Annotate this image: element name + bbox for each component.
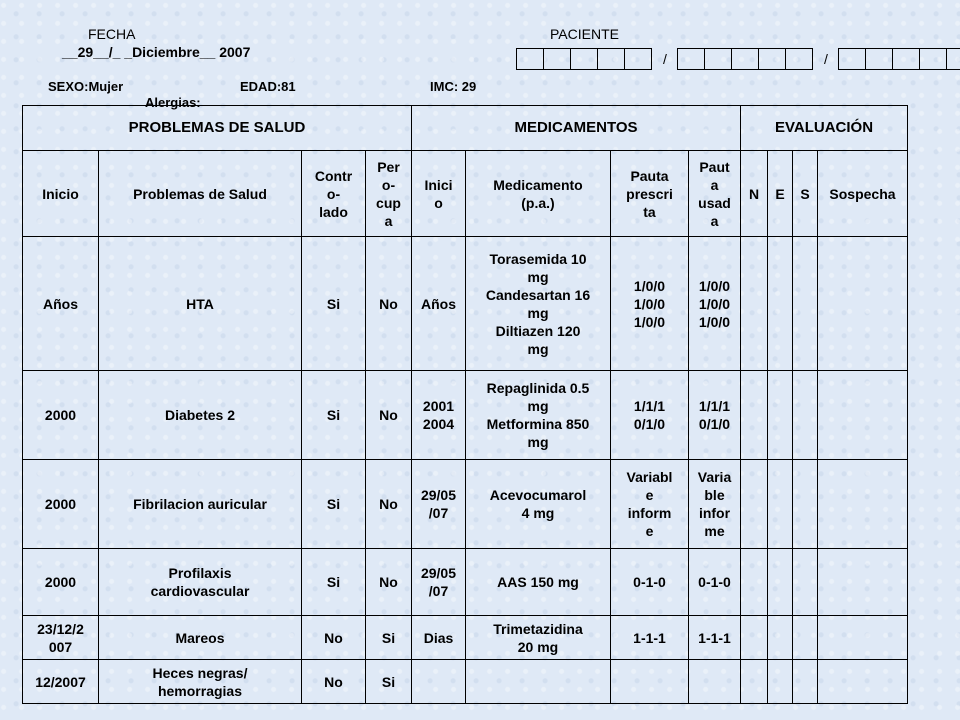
cell-pauta-prescrita: 1-1-1 [611,616,689,660]
cell-inicio: 2000 [23,371,99,460]
cell-problema: Mareos [99,616,302,660]
cell-e[interactable] [768,660,793,704]
fecha-value: __29__/_ _Diciembre__ 2007 [62,44,251,60]
patient-slash: / [663,51,667,67]
cell-preocupa: No [366,371,412,460]
cell-s[interactable] [793,549,818,616]
cell-pauta-prescrita: Variabl e inform e [611,460,689,549]
cell-medicamento[interactable] [466,660,611,704]
cell-controlado: Si [302,371,366,460]
section-evaluacion: EVALUACIÓN [741,106,908,151]
cell-n[interactable] [741,237,768,371]
cell-medicamento: Repaglinida 0.5 mg Metformina 850 mg [466,371,611,460]
cell-controlado: Si [302,460,366,549]
table-row [23,660,908,704]
cell-s[interactable] [793,460,818,549]
col-sospecha: Sospecha [818,151,908,237]
col-medicamento: Medicamento (p.a.) [466,151,611,237]
cell-sospecha[interactable] [818,616,908,660]
cell-preocupa: Si [366,660,412,704]
cell-pauta-prescrita: 1/1/1 0/1/0 [611,371,689,460]
col-pauta-usada: Paut a usad a [689,151,741,237]
cell-controlado: Si [302,549,366,616]
cell-preocupa: No [366,549,412,616]
cell-pauta-prescrita: 0-1-0 [611,549,689,616]
edad-field: EDAD:81 [240,79,296,94]
cell-sospecha[interactable] [818,237,908,371]
cell-s[interactable] [793,371,818,460]
cell-medicamento: Acevocumarol 4 mg [466,460,611,549]
cell-pauta-usada: 1-1-1 [689,616,741,660]
imc-field: IMC: 29 [430,79,477,94]
cell-inicio-med: 2001 2004 [412,371,466,460]
cell-e[interactable] [768,549,793,616]
cell-inicio-med: 29/05 /07 [412,549,466,616]
cell-controlado: Si [302,237,366,371]
patient-box[interactable] [892,48,920,70]
cell-problema: Profilaxis cardiovascular [99,549,302,616]
patient-box[interactable] [758,48,786,70]
cell-n[interactable] [741,616,768,660]
cell-inicio-med: Dias [412,616,466,660]
cell-n[interactable] [741,660,768,704]
col-pauta-prescrita: Pauta prescri ta [611,151,689,237]
patient-box[interactable] [838,48,866,70]
col-preocupa: Per o- cup a [366,151,412,237]
cell-sospecha[interactable] [818,460,908,549]
col-e: E [768,151,793,237]
cell-sospecha[interactable] [818,660,908,704]
column-header-row [23,151,908,237]
table-row [23,371,908,460]
cell-problema: HTA [99,237,302,371]
cell-pauta-prescrita[interactable] [611,660,689,704]
cell-problema: Diabetes 2 [99,371,302,460]
patient-box[interactable] [704,48,732,70]
patient-box[interactable] [543,48,571,70]
cell-e[interactable] [768,616,793,660]
cell-inicio-med: Años [412,237,466,371]
patient-box[interactable] [731,48,759,70]
patient-box[interactable] [624,48,652,70]
table-row [23,237,908,371]
col-inicio-med: Inici o [412,151,466,237]
cell-inicio: 2000 [23,460,99,549]
patient-box[interactable] [865,48,893,70]
cell-inicio: 23/12/2 007 [23,616,99,660]
cell-medicamento: Trimetazidina 20 mg [466,616,611,660]
cell-preocupa: Si [366,616,412,660]
cell-problema: Fibrilacion auricular [99,460,302,549]
cell-pauta-usada: 1/0/0 1/0/0 1/0/0 [689,237,741,371]
alergias-field: Alergias: [145,95,201,110]
cell-medicamento: AAS 150 mg [466,549,611,616]
patient-box[interactable] [516,48,544,70]
sexo-field: SEXO:Mujer [48,79,124,94]
cell-controlado: No [302,660,366,704]
cell-n[interactable] [741,371,768,460]
col-s: S [793,151,818,237]
health-problems-table [22,105,908,704]
cell-pauta-usada: 1/1/1 0/1/0 [689,371,741,460]
patient-box[interactable] [570,48,598,70]
patient-box[interactable] [919,48,947,70]
cell-inicio: Años [23,237,99,371]
table-row [23,549,908,616]
patient-box[interactable] [946,48,960,70]
section-medicamentos: MEDICAMENTOS [412,106,741,151]
cell-preocupa: No [366,237,412,371]
patient-box[interactable] [785,48,813,70]
cell-n[interactable] [741,549,768,616]
cell-preocupa: No [366,460,412,549]
col-controlado: Contr o- lado [302,151,366,237]
col-problemas: Problemas de Salud [99,151,302,237]
col-n: N [741,151,768,237]
patient-box[interactable] [597,48,625,70]
cell-pauta-usada[interactable] [689,660,741,704]
cell-medicamento: Torasemida 10 mg Candesartan 16 mg Diltiazen 120 mg [466,237,611,371]
fecha-label: FECHA [88,26,136,42]
cell-inicio: 2000 [23,549,99,616]
cell-s[interactable] [793,660,818,704]
cell-e[interactable] [768,371,793,460]
cell-s[interactable] [793,616,818,660]
cell-pauta-usada: Varia ble infor me [689,460,741,549]
cell-sospecha[interactable] [818,371,908,460]
section-header-row [23,106,908,151]
cell-problema: Heces negras/ hemorragias [99,660,302,704]
cell-n[interactable] [741,460,768,549]
cell-sospecha[interactable] [818,549,908,616]
cell-s[interactable] [793,237,818,371]
cell-pauta-usada: 0-1-0 [689,549,741,616]
cell-controlado: No [302,616,366,660]
cell-e[interactable] [768,460,793,549]
cell-inicio-med[interactable] [412,660,466,704]
section-problemas: PROBLEMAS DE SALUD [23,106,412,151]
table-row [23,616,908,660]
cell-pauta-prescrita: 1/0/0 1/0/0 1/0/0 [611,237,689,371]
cell-e[interactable] [768,237,793,371]
col-inicio: Inicio [23,151,99,237]
paciente-label: PACIENTE [550,26,619,42]
cell-inicio: 12/2007 [23,660,99,704]
patient-box[interactable] [677,48,705,70]
table-row [23,460,908,549]
cell-inicio-med: 29/05 /07 [412,460,466,549]
patient-slash: / [824,51,828,67]
patient-id-boxes [517,48,960,70]
